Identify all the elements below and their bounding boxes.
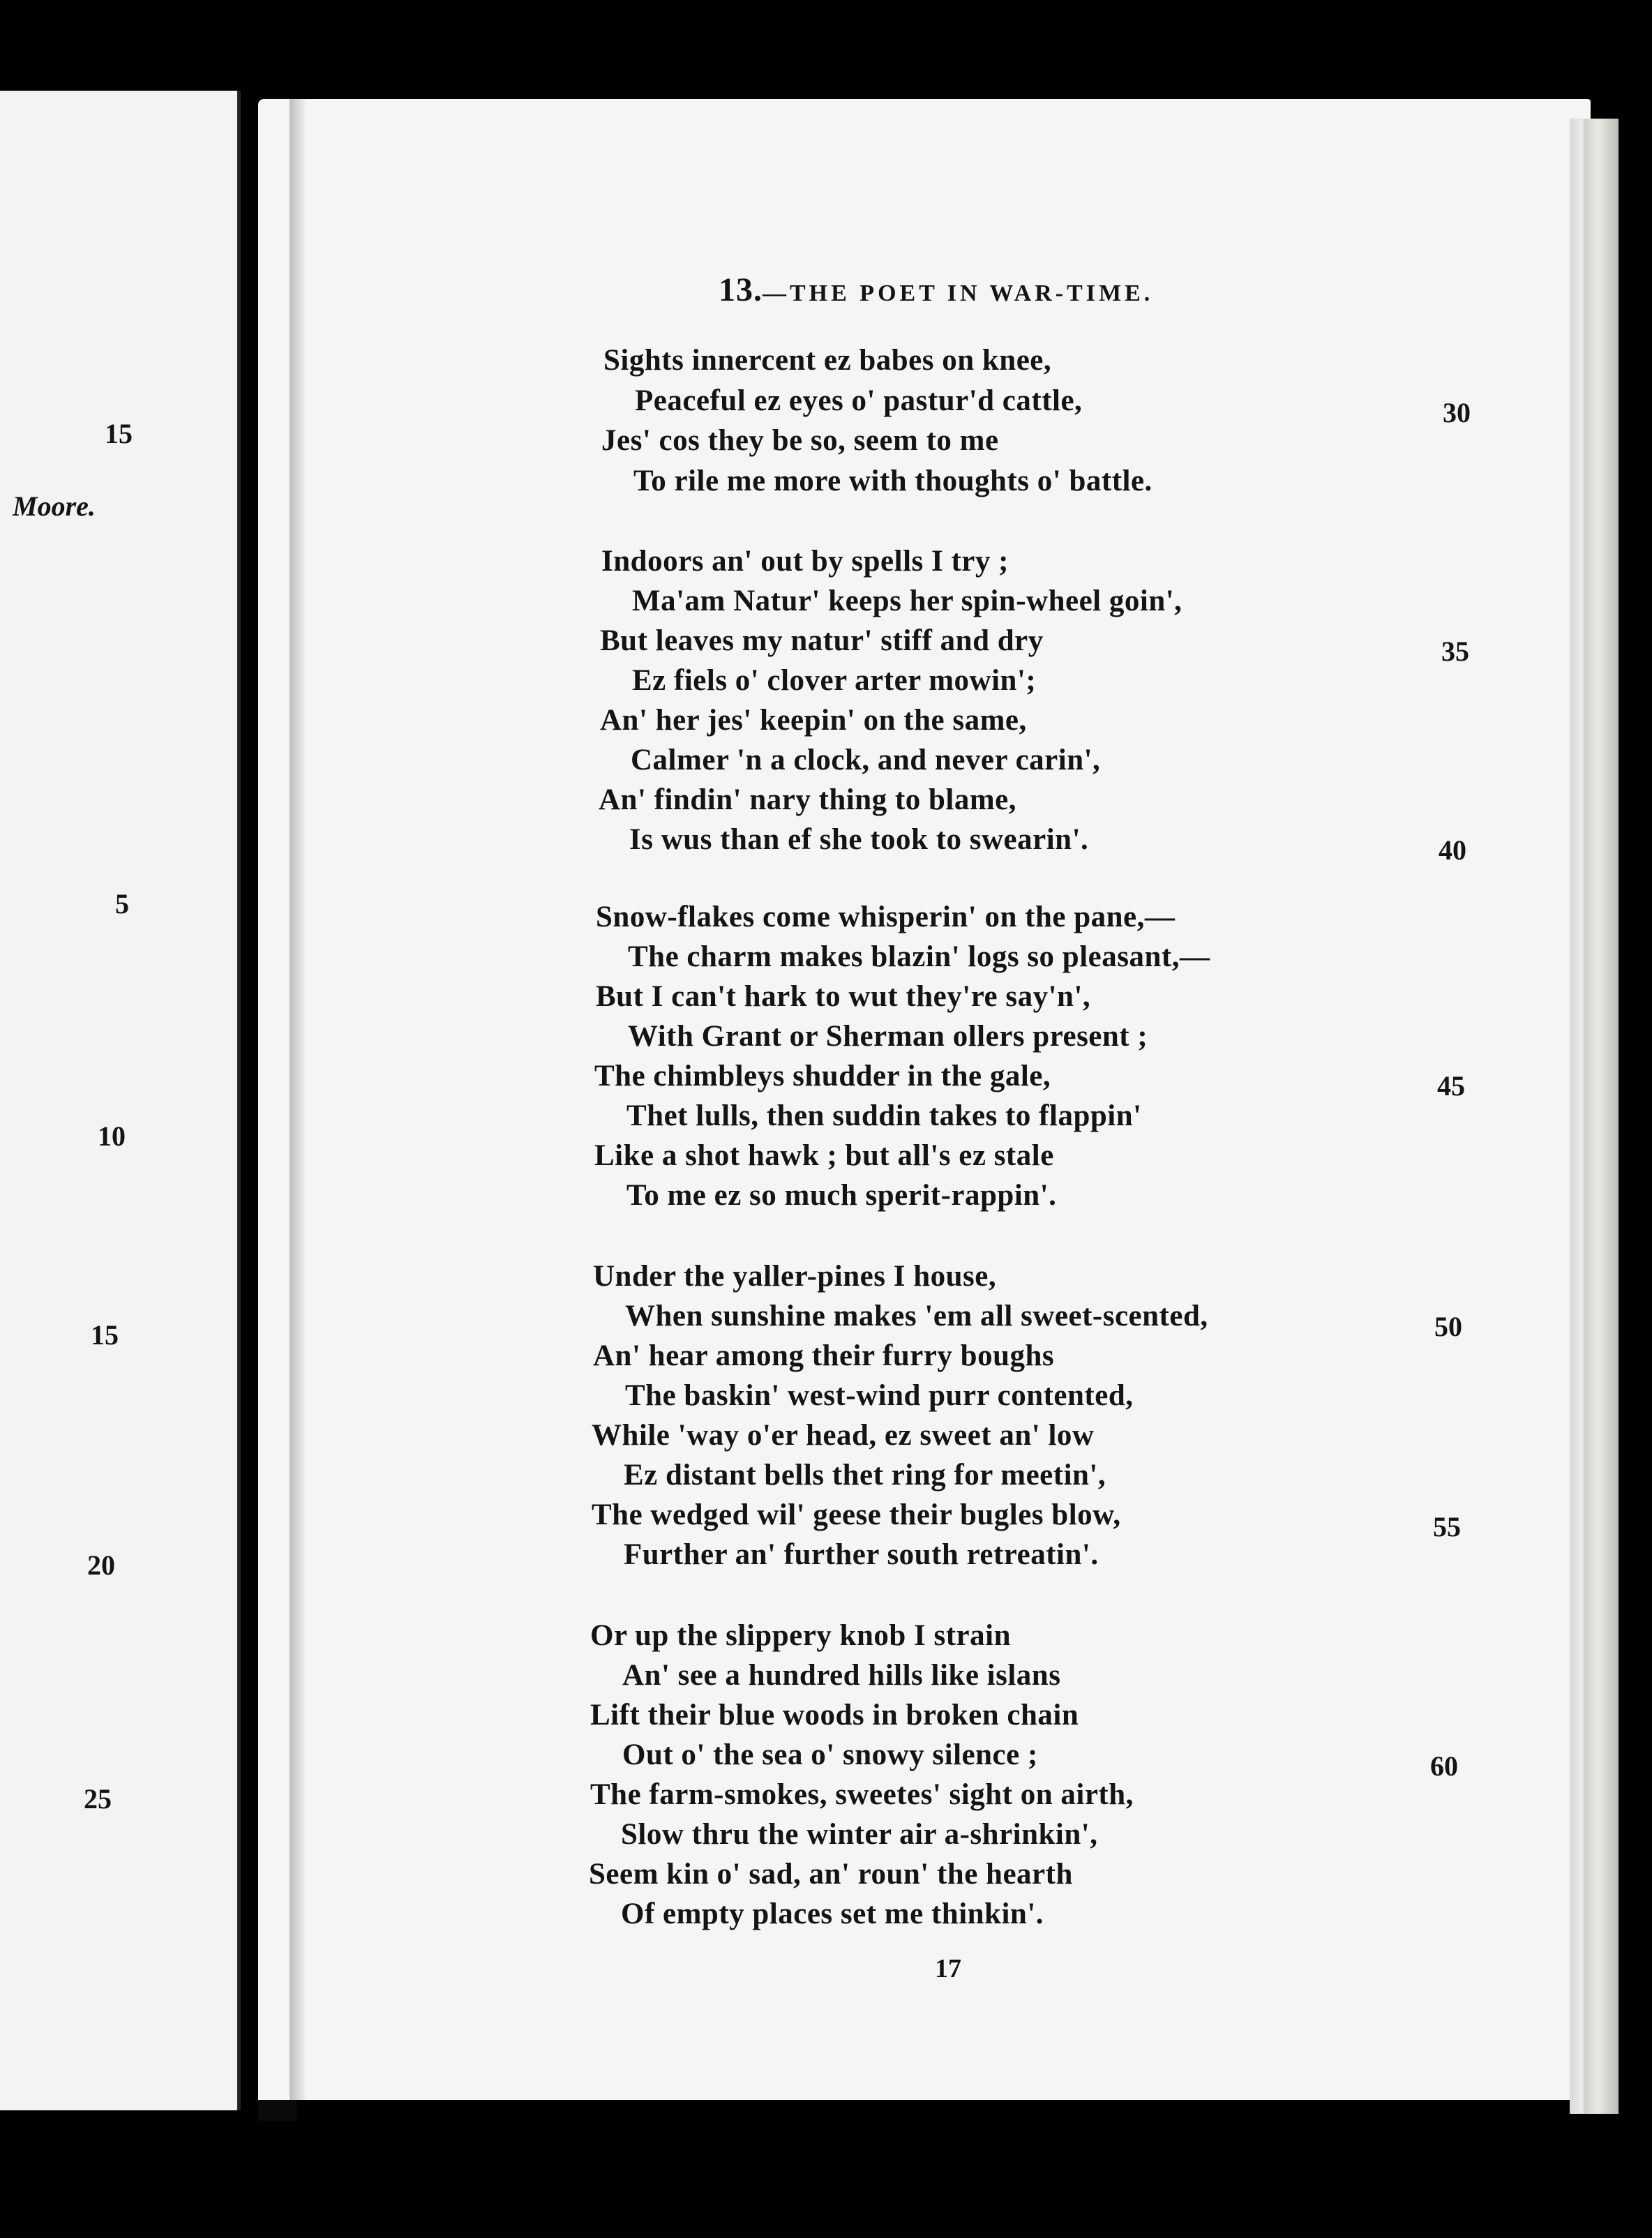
verse-line: Is wus than ef she took to swearin'. — [629, 823, 1089, 856]
page-edges — [1570, 119, 1619, 2114]
poem-title: —THE POET IN WAR-TIME. — [763, 280, 1154, 306]
verse-line: But leaves my natur' stiff and dry — [600, 624, 1044, 657]
left-line-number: 15 — [91, 1319, 119, 1351]
verse-line: To me ez so much sperit-rappin'. — [626, 1179, 1057, 1212]
line-number: 40 — [1439, 834, 1466, 866]
verse-line: The charm makes blazin' logs so pleasant,— — [628, 940, 1210, 973]
verse-line: An' her jes' keepin' on the same, — [600, 704, 1027, 737]
verse-line: The baskin' west-wind purr contented, — [625, 1379, 1134, 1412]
line-number: 35 — [1441, 636, 1469, 667]
line-number: 45 — [1437, 1070, 1465, 1102]
line-number: 30 — [1443, 397, 1471, 428]
verse-line: An' hear among their furry boughs — [593, 1339, 1055, 1372]
verse-line: With Grant or Sherman ollers present ; — [628, 1020, 1148, 1053]
verse-line: Further an' further south retreatin'. — [624, 1538, 1099, 1571]
verse-line: Like a shot hawk ; but all's ez stale — [594, 1139, 1054, 1172]
poem-number: 13. — [719, 271, 763, 308]
verse-line: Or up the slippery knob I strain — [590, 1619, 1012, 1652]
gutter-shadow — [290, 99, 307, 2100]
verse-line: Calmer 'n a clock, and never carin', — [631, 744, 1101, 776]
verse-line: But I can't hark to wut they're say'n', — [596, 980, 1091, 1013]
verse-line: An' see a hundred hills like islans — [622, 1659, 1061, 1692]
verse-line: The farm-smokes, sweetes' sight on airth, — [590, 1778, 1134, 1811]
left-author: Moore. — [13, 490, 96, 522]
verse-line: To rile me more with thoughts o' battle. — [633, 465, 1152, 497]
verse-line: Ez fiels o' clover arter mowin'; — [632, 664, 1037, 697]
line-number: 60 — [1430, 1750, 1458, 1782]
verse-line: An' findin' nary thing to blame, — [599, 783, 1016, 816]
left-line-number: 15 — [105, 418, 133, 449]
verse-line: When sunshine makes 'em all sweet-scented, — [625, 1300, 1208, 1332]
verse-line: Seem kin o' sad, an' roun' the hearth — [589, 1858, 1073, 1891]
verse-line: While 'way o'er head, ez sweet an' low — [592, 1419, 1095, 1452]
left-page — [0, 91, 241, 2110]
verse-line: Lift their blue woods in broken chain — [590, 1699, 1079, 1732]
verse-line: Sights innercent ez babes on knee, — [603, 344, 1052, 377]
left-line-number: 25 — [84, 1783, 112, 1815]
verse-line: Snow-flakes come whisperin' on the pane,— — [596, 901, 1176, 933]
verse-line: The chimbleys shudder in the gale, — [594, 1060, 1051, 1092]
left-line-number: 10 — [98, 1120, 126, 1152]
verse-line: Ez distant bells thet ring for meetin', — [624, 1459, 1106, 1492]
verse-line: Ma'am Natur' keeps her spin-wheel goin', — [632, 585, 1182, 617]
line-number: 55 — [1433, 1511, 1461, 1542]
page-number: 17 — [935, 1954, 961, 1983]
left-line-number: 5 — [115, 888, 129, 919]
left-line-number: 20 — [87, 1549, 115, 1581]
verse-line: Peaceful ez eyes o' pastur'd cattle, — [635, 384, 1083, 417]
verse-line: Out o' the sea o' snowy silence ; — [622, 1738, 1038, 1771]
verse-line: Slow thru the winter air a-shrinkin', — [621, 1818, 1098, 1851]
verse-line: The wedged wil' geese their bugles blow, — [592, 1499, 1121, 1531]
verse-line: Indoors an' out by spells I try ; — [601, 545, 1009, 578]
running-head — [719, 271, 1153, 309]
line-number: 50 — [1434, 1311, 1462, 1342]
verse-line: Jes' cos they be so, seem to me — [601, 424, 999, 457]
verse-line: Of empty places set me thinkin'. — [621, 1898, 1044, 1930]
verse-line: Under the yaller-pines I house, — [593, 1260, 997, 1293]
verse-line: Thet lulls, then suddin takes to flappin' — [626, 1099, 1142, 1132]
